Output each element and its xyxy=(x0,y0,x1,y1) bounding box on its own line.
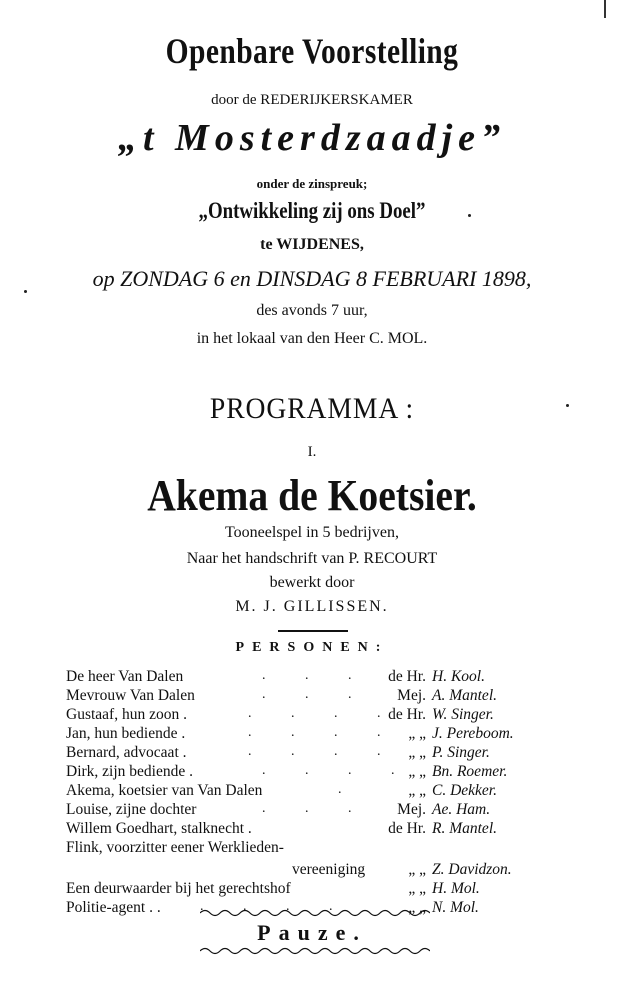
programme-heading: PROGRAMMA : xyxy=(209,392,415,425)
scan-speck xyxy=(468,214,471,217)
cast-actor-name: J. Pereboom. xyxy=(432,725,514,742)
venue: in het lokaal van den Heer C. MOL. xyxy=(196,330,428,347)
cast-actor-title: „ „ xyxy=(408,861,426,878)
cast-heading: PERSONEN: xyxy=(235,640,389,655)
cast-leader-dots: . . . . xyxy=(262,763,413,778)
programme-numeral: I. xyxy=(307,444,317,460)
cast-leader-dots: . . . . xyxy=(248,744,399,759)
cast-actor-title: „ „ xyxy=(408,899,426,916)
cast-role: Jan, hun bediende . xyxy=(66,725,186,742)
cast-row xyxy=(0,763,624,783)
adapted-by-label: bewerkt door xyxy=(269,574,355,591)
cast-role: De heer Van Dalen xyxy=(66,668,184,685)
motto-intro: onder de zinspreuk; xyxy=(256,176,368,191)
cast-actor-title: „ „ xyxy=(408,763,426,780)
cast-role: Gustaaf, hun zoon . xyxy=(66,706,187,723)
cast-actor-name: A. Mantel. xyxy=(432,687,497,704)
scan-mark xyxy=(604,0,606,18)
cast-actor-name: H. Kool. xyxy=(432,668,485,685)
cast-leader-dots: . . . . xyxy=(200,899,351,914)
cast-leader-dots: . xyxy=(338,782,360,797)
cast-actor-title: Mej. xyxy=(397,687,426,704)
cast-leader-dots: . . . xyxy=(262,668,370,683)
cast-actor-name: C. Dekker. xyxy=(432,782,497,799)
cast-role: Een deurwaarder bij het gerechtshof xyxy=(66,880,291,897)
cast-actor-title: „ „ xyxy=(408,880,426,897)
cast-actor-title: de Hr. xyxy=(388,820,426,837)
cast-actor-name: P. Singer. xyxy=(432,744,490,761)
cast-role: vereeniging xyxy=(292,861,366,878)
cast-row xyxy=(0,820,624,840)
cast-row xyxy=(0,861,624,881)
cast-leader-dots: . . . . xyxy=(248,706,399,721)
performance-time: des avonds 7 uur, xyxy=(256,302,368,319)
divider-rule xyxy=(278,630,348,632)
organizer-line: door de REDERIJKERSKAMER xyxy=(211,92,413,108)
performance-dates: op ZONDAG 6 en DINSDAG 8 FEBRUARI 1898, xyxy=(92,266,532,291)
cast-row xyxy=(0,668,624,688)
cast-actor-name: N. Mol. xyxy=(432,899,479,916)
cast-leader-dots: . . . xyxy=(262,801,370,816)
cast-row xyxy=(0,687,624,707)
cast-role: Politie-agent . . xyxy=(66,899,161,916)
cast-role: Bernard, advocaat . xyxy=(66,744,187,761)
play-genre: Tooneelspel in 5 bedrijven, xyxy=(225,524,399,541)
cast-actor-name: Ae. Ham. xyxy=(432,801,491,818)
society-name: „t Mosterdzaadje” xyxy=(117,117,507,159)
cast-role: Mevrouw Van Dalen xyxy=(66,687,195,704)
cast-row xyxy=(0,725,624,745)
wavy-divider-top xyxy=(200,908,430,918)
cast-row xyxy=(0,706,624,726)
cast-actor-title: Mej. xyxy=(397,801,426,818)
scan-speck xyxy=(566,404,569,407)
intermission-label: Pauze. xyxy=(257,920,367,945)
cast-actor-title: de Hr. xyxy=(388,706,426,723)
cast-row xyxy=(0,801,624,821)
play-source: Naar het handschrift van P. RECOURT xyxy=(186,550,438,567)
cast-row xyxy=(0,744,624,764)
location: te WIJDENES, xyxy=(260,236,364,253)
cast-role: Flink, voorzitter eener Werklieden- xyxy=(66,839,284,856)
cast-actor-name: W. Singer. xyxy=(432,706,494,723)
cast-actor-name: H. Mol. xyxy=(432,880,480,897)
page-title: Openbare Voorstelling xyxy=(165,31,459,71)
wavy-divider-bottom xyxy=(200,946,430,956)
cast-role: Dirk, zijn bediende . xyxy=(66,763,193,780)
cast-leader-dots: . . . . xyxy=(248,725,399,740)
cast-actor-name: R. Mantel. xyxy=(432,820,497,837)
play-title: Akema de Koetsier. xyxy=(147,471,477,520)
cast-role: Willem Goedhart, stalknecht . xyxy=(66,820,252,837)
cast-actor-title: „ „ xyxy=(408,782,426,799)
cast-role: Louise, zijne dochter xyxy=(66,801,197,818)
cast-actor-name: Bn. Roemer. xyxy=(432,763,508,780)
cast-row xyxy=(0,880,624,900)
cast-actor-name: Z. Davidzon. xyxy=(432,861,512,878)
cast-actor-title: de Hr. xyxy=(388,668,426,685)
cast-role: Akema, koetsier van Van Dalen xyxy=(66,782,263,799)
cast-row xyxy=(0,839,624,859)
motto: „Ontwikkeling zij ons Doel” xyxy=(198,198,426,223)
cast-row xyxy=(0,782,624,802)
adapter-name: M. J. GILLISSEN. xyxy=(235,598,389,615)
scan-speck xyxy=(24,290,27,293)
cast-actor-title: „ „ xyxy=(408,725,426,742)
cast-actor-title: „ „ xyxy=(408,744,426,761)
cast-leader-dots: . . . xyxy=(262,687,370,702)
